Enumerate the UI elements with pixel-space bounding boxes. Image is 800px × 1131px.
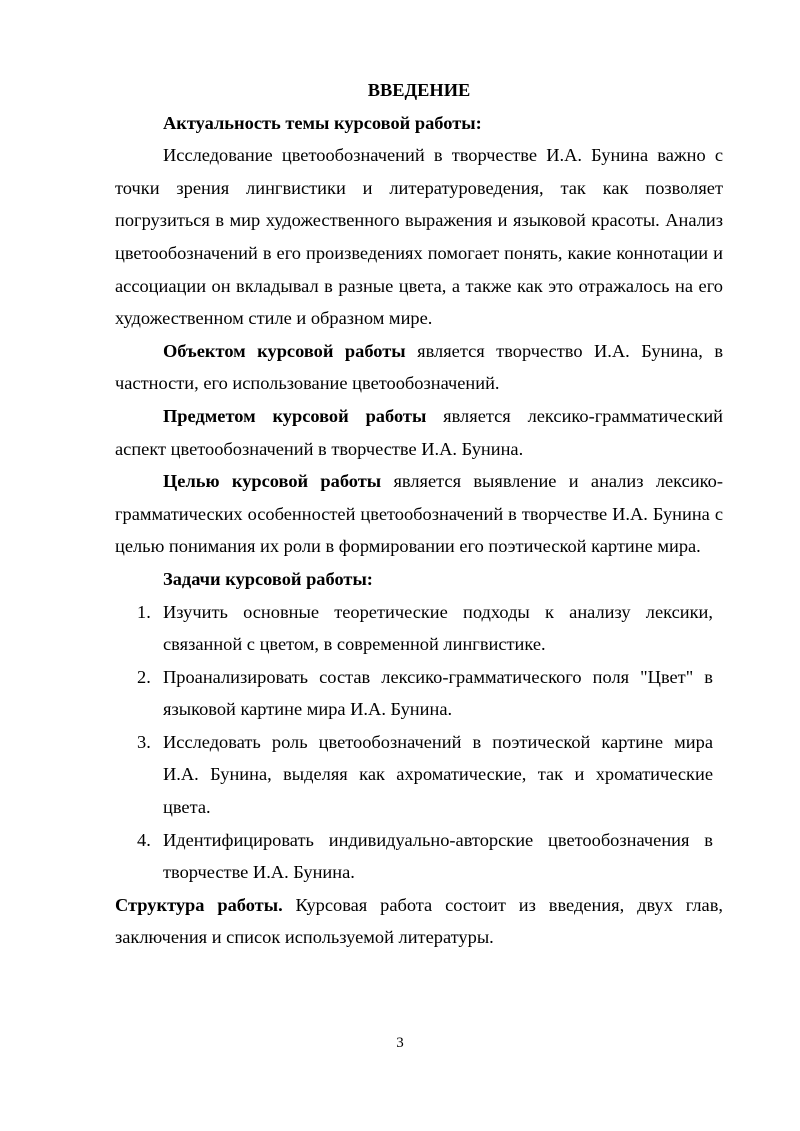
object-text: является творчество И.А. Бунина, в частности, его использование цветообозначений. — [115, 340, 724, 394]
structure-label: Структура работы. — [115, 894, 283, 915]
object-paragraph — [115, 335, 723, 400]
list-item-text: Изучить основные теоретические подходы к анализу лексики, связанной с цветом, в современной лингвистике. — [163, 601, 713, 655]
goal-label: Целью курсовой работы — [163, 471, 382, 492]
list-item-text: Идентифицировать индивидуально-авторские цветообозначения в творчестве И.А. Бунина. — [163, 829, 713, 883]
structure-paragraph — [115, 889, 723, 954]
list-item-number: 4. — [137, 829, 151, 850]
list-item-number: 2. — [137, 666, 151, 687]
list-item-text: Исследовать роль цветообозначений в поэтической картине мира И.А. Бунина, выделяя как ахроматические, так и хроматические цвета. — [163, 731, 713, 818]
subject-paragraph — [115, 400, 723, 465]
subject-text: является лексико-грамматический аспект цветообозначений в творчестве И.А. Бунина. — [115, 405, 723, 459]
relevance-paragraph: Исследование цветообозначений в творчестве И.А. Бунина важно с точки зрения лингвистики и литературоведения, так как позволяет погрузиться в мир художественного выражения и языковой красоты. Анализ цветообозначений в его произведениях помогает понять, какие коннотации и ассоциации он вкладывал в разные цвета, а также как это отражалось на его художественном стиле и образном мире. — [115, 145, 723, 329]
list-item-number: 3. — [137, 731, 151, 752]
list-item — [137, 596, 713, 661]
page-title: ВВЕДЕНИЕ — [367, 80, 471, 100]
tasks-heading: Задачи курсовой работы: — [163, 568, 373, 589]
list-item — [137, 661, 713, 726]
document-page — [115, 74, 723, 954]
structure-text: Курсовая работа состоит из введения, двух глав, заключения и список используемой литературы. — [115, 894, 723, 948]
list-item-number: 1. — [137, 601, 151, 622]
relevance-heading: Актуальность темы курсовой работы: — [163, 112, 482, 133]
goal-paragraph — [115, 465, 723, 563]
tasks-list — [115, 596, 723, 889]
list-item — [137, 726, 713, 824]
object-label: Объектом курсовой работы — [163, 340, 406, 361]
page-number: 3 — [396, 1035, 404, 1051]
goal-text: является выявление и анализ лексико-грамматических особенностей цветообозначений в творчестве И.А. Бунина с целью понимания их роли в формировании его поэтической картине мира. — [115, 471, 723, 557]
subject-label: Предметом курсовой работы — [163, 405, 427, 426]
list-item-text: Проанализировать состав лексико-грамматического поля "Цвет" в языковой картине мира И.А. Бунина. — [163, 666, 713, 720]
list-item — [137, 824, 713, 889]
